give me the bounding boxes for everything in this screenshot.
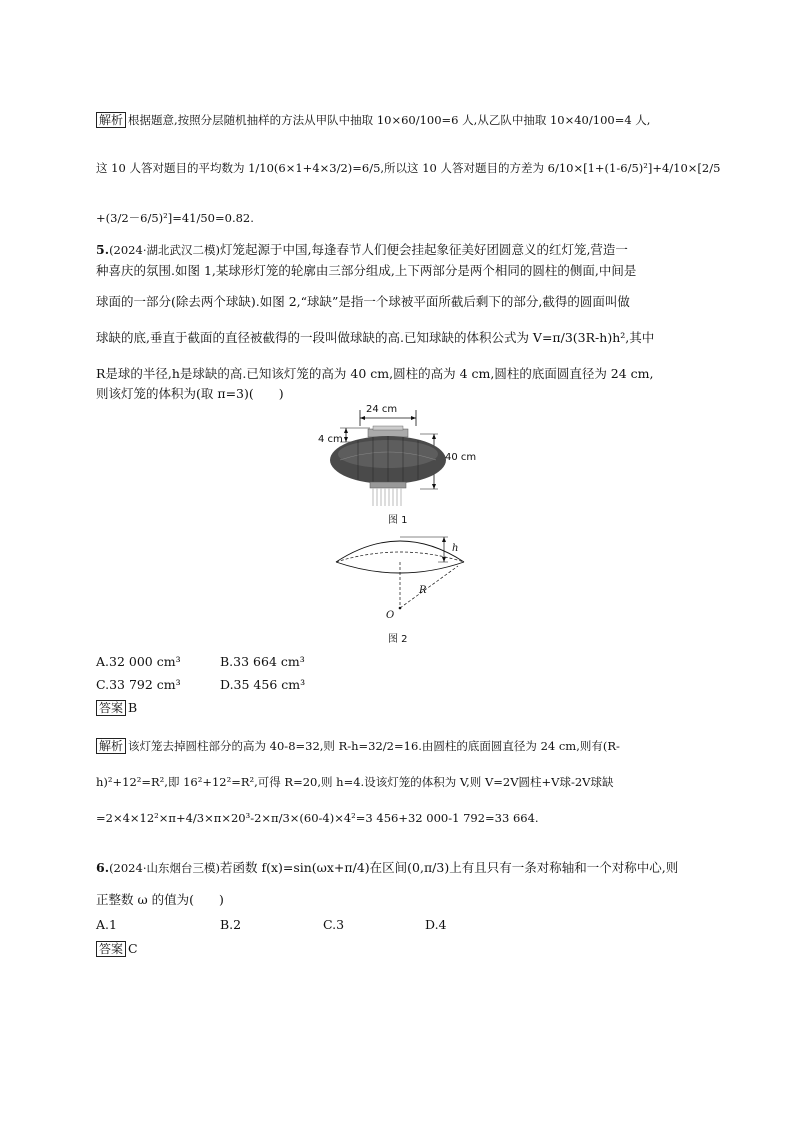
q5-line6: 则该灯笼的体积为(取 π=3)( ) — [96, 386, 284, 401]
answer-tag: 答案 — [96, 941, 126, 957]
q5-line5: R是球的半径,h是球缺的高.已知该灯笼的高为 40 cm,圆柱的高为 4 cm,圆柱的底面圆直径为 24 cm, — [96, 366, 654, 381]
q6-option-c: C.3 — [323, 917, 345, 932]
q5-option-a: A.32 000 cm³ — [96, 654, 181, 669]
fig2-o-label: O — [386, 610, 395, 621]
analysis5-line2: h)²+12²=R²,即 16²+12²=R²,可得 R=20,则 h=4.设该灯笼的体积为 V,则 V=2V圆柱+V球-2V球缺 — [96, 775, 614, 789]
q5-line3: 球面的一部分(除去两个球缺).如图 2,“球缺”是指一个球被平面所截后剩下的部分,截得的圆面叫做 — [96, 294, 630, 309]
q6-line2: 正整数 ω 的值为( ) — [96, 892, 224, 907]
q5-line1: 5.(2024·湖北武汉二模)灯笼起源于中国,每逢春节人们便会挂起象征美好团圆意义的红灯笼,营造一 — [96, 242, 628, 257]
q6-option-d: D.4 — [425, 917, 447, 932]
q6-option-b: B.2 — [220, 917, 242, 932]
fig1-caption: 图 1 — [388, 515, 408, 526]
fig2-caption: 图 2 — [388, 634, 408, 645]
q6-line1: 6.(2024·山东烟台三模)若函数 f(x)=sin(ωx+π/4)在区间(0,π/3)上有且只有一条对称轴和一个对称中心,则 — [96, 860, 679, 875]
analysis1-line2: 这 10 人答对题目的平均数为 1/10(6×1+4×3/2)=6/5,所以这 10 人答对题目的方差为 6/10×[1+(1-6/5)²]+4/10×[2/5 — [96, 161, 721, 175]
answer-tag: 答案 — [96, 700, 126, 716]
q5-number: 5. — [96, 242, 110, 257]
q5-option-d: D.35 456 cm³ — [220, 677, 306, 692]
analysis5-line1: 解析 该灯笼去掉圆柱部分的高为 40-8=32,则 R-h=32/2=16.由圆柱的底面圆直径为 24 cm,则有(R- — [96, 738, 620, 754]
fig2-r-label: R — [419, 585, 427, 596]
q6-answer: 答案 C — [96, 941, 138, 957]
q5-option-c: C.33 792 cm³ — [96, 677, 181, 692]
fig2-h-label: h — [452, 543, 459, 554]
spherical-cap-figure — [330, 530, 470, 622]
analysis5-line3: =2×4×12²×π+4/3×π×20³-2×π/3×(60-4)×4²=3 456+32 000-1 792=33 664. — [96, 811, 539, 825]
fig1-left-label: 4 cm — [318, 434, 343, 445]
analysis1-line1: 解析 根据题意,按照分层随机抽样的方法从甲队中抽取 10×60/100=6 人,从乙队中抽取 10×40/100=4 人, — [96, 112, 650, 128]
q5-line4: 球缺的底,垂直于截面的直径被截得的一段叫做球缺的高.已知球缺的体积公式为 V=π/3(3R-h)h²,其中 — [96, 330, 655, 345]
q6-option-a: A.1 — [96, 917, 117, 932]
q5-line2: 种喜庆的氛围.如图 1,某球形灯笼的轮廓由三部分组成,上下两部分是两个相同的圆柱的侧面,中间是 — [96, 263, 637, 278]
analysis1-line3: +(3/2－6/5)²]=41/50=0.82. — [96, 211, 254, 225]
fig1-top-label: 24 cm — [366, 404, 398, 415]
q5-answer: 答案 B — [96, 700, 137, 716]
q5-option-b: B.33 664 cm³ — [220, 654, 305, 669]
q6-source: (2024·山东烟台三模) — [109, 861, 220, 875]
fig1-right-label: 40 cm — [445, 452, 477, 463]
q5-source: (2024·湖北武汉二模) — [109, 243, 220, 257]
analysis-tag: 解析 — [96, 112, 126, 128]
q6-number: 6. — [96, 860, 110, 875]
analysis-tag: 解析 — [96, 738, 126, 754]
